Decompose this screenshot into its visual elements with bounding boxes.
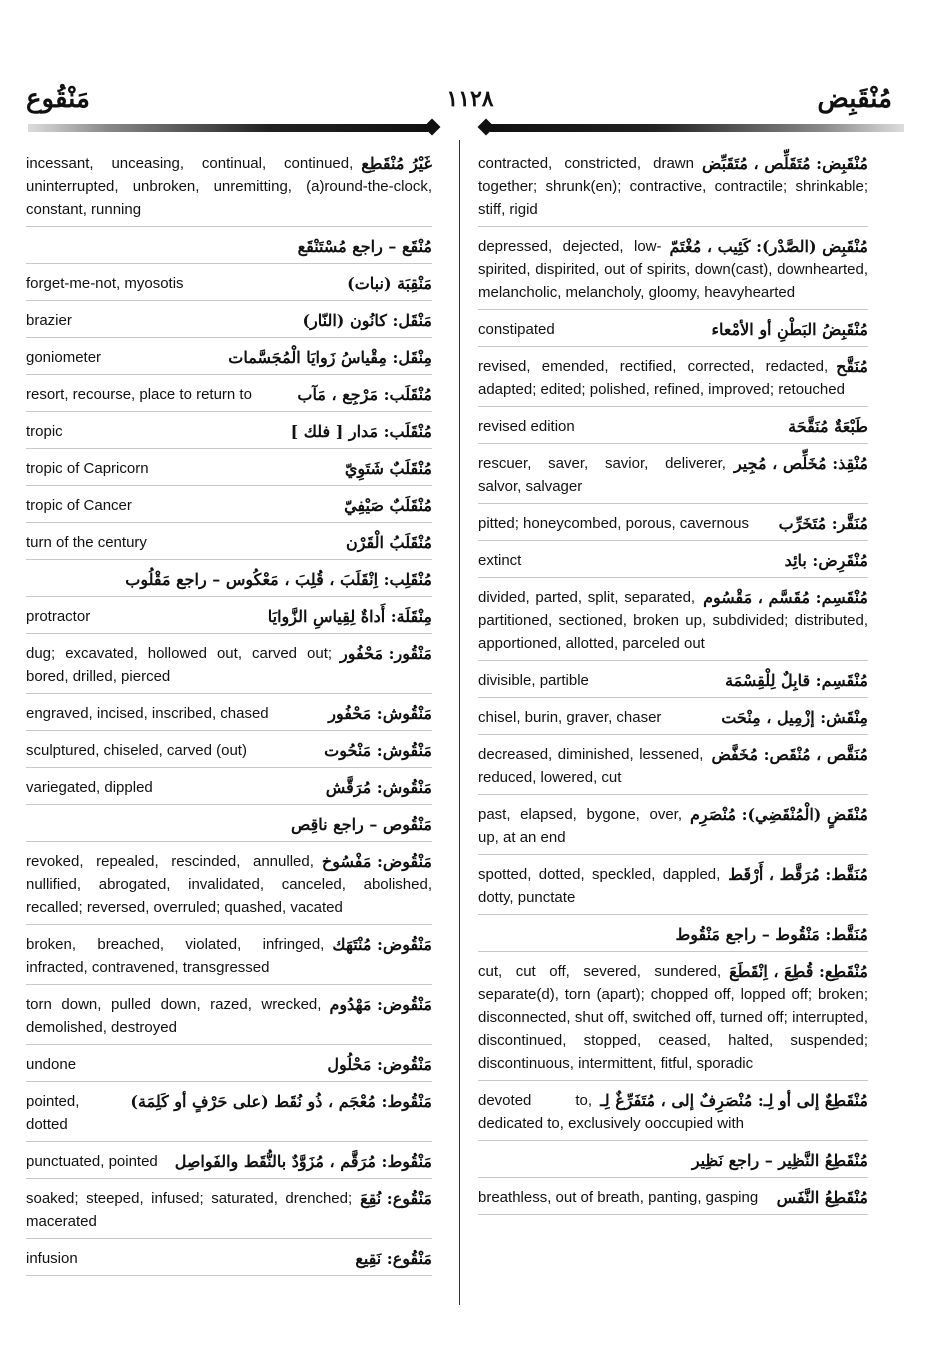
arabic-headword: مُنْقَبِض (الصَّدْر): كَئِيب ، مُغْتَمّ	[669, 237, 868, 256]
dictionary-entry	[478, 741, 868, 795]
dictionary-entry	[26, 603, 432, 634]
dictionary-entry	[26, 1245, 432, 1276]
dictionary-entry	[26, 640, 432, 694]
arabic-headword: مُنْقَبِض: مُتَقَلِّص ، مُتَقَبِّض	[701, 154, 868, 173]
arabic-headword: مَنْقُوع: نَقِيع	[355, 1249, 432, 1268]
english-definition: forget-me-not, myosotis	[26, 275, 184, 292]
dictionary-entry	[478, 704, 868, 735]
arabic-headword: مَنْقُوش: مَنْحُوت	[324, 741, 432, 760]
arabic-headword: مُنْقَع – راجع مُسْتَنْقَع	[297, 237, 432, 256]
english-definition: dug; excavated, hollowed out, carved out; bored, drilled, pierced	[26, 645, 333, 685]
english-definition: engraved, incised, inscribed, chased	[26, 705, 269, 722]
english-definition: depressed, dejected, low-spirited, dispirited, out of spirits, down(cast), downhearted, melancholic, melancholy, gloomy, heavyhearted	[478, 238, 868, 301]
arabic-headword: مَنْقُوط: مُعْجَم ، ذُو نُقَط (على حَرْفٍ أو كَلِمَة)	[130, 1092, 432, 1111]
dictionary-entry	[26, 566, 432, 597]
arabic-headword: مُنْقِذ: مُخَلِّص ، مُجِير	[733, 454, 868, 473]
arabic-headword: مَنْقُوط: مُرَقَّم ، مُزَوَّدٌ بالنُّقَط والفَواصِل	[174, 1152, 432, 1171]
dictionary-entry	[26, 344, 432, 375]
dictionary-entry	[26, 848, 432, 925]
dictionary-entry	[478, 316, 868, 347]
english-definition: torn down, pulled down, razed, wrecked, demolished, destroyed	[26, 996, 322, 1036]
arabic-headword: مُنْقَطِعُ النَّظِير – راجع نَظِير	[691, 1151, 868, 1170]
english-definition: past, elapsed, bygone, over, up, at an end	[478, 806, 682, 846]
column-divider	[459, 140, 460, 1305]
dictionary-entry	[478, 584, 868, 661]
arabic-headword: مَنْقَل: كانُون (النّار)	[302, 311, 432, 330]
dictionary-entry	[478, 547, 868, 578]
english-definition: goniometer	[26, 349, 102, 366]
dictionary-entry	[26, 774, 432, 805]
english-definition: divided, parted, split, separated, partitioned, sectioned, broken up, subdivided; distributed, apportioned, allotted, parceled out	[478, 589, 868, 652]
dictionary-entry	[26, 1051, 432, 1082]
english-definition: incessant, unceasing, continual, continued, uninterrupted, unbroken, unremitting, (a)round-the-clock, constant, running	[26, 155, 432, 218]
arabic-headword: مَنْقُوش: مُرَقَّش	[325, 778, 432, 797]
dictionary-entry	[478, 233, 868, 310]
arabic-headword: مُنَقَّط: مُرَقَّط ، أَرْقَط	[728, 865, 868, 884]
arabic-headword: مَنْقُور: مَحْفُور	[340, 644, 432, 663]
page-number: ١١٢٨	[446, 86, 494, 111]
arabic-headword: مُنَقَّص ، مُنْقَص: مُخَفَّض	[711, 745, 868, 764]
english-definition: variegated, dippled	[26, 779, 153, 796]
arabic-headword: مُنْقَرِض: بائِد	[784, 551, 868, 570]
arabic-headword: مَنْقُوع: نُقِعَ	[360, 1189, 432, 1208]
english-definition: revised, emended, rectified, corrected, redacted, adapted; edited; polished, refined, improved; retouched	[478, 358, 845, 398]
diamond-ornament-icon	[424, 119, 441, 136]
english-definition: broken, breached, violated, infringed, infracted, contravened, transgressed	[26, 936, 325, 976]
english-definition: constipated	[478, 321, 555, 338]
arabic-headword: مَنْقُوض: مَفْسُوخ	[321, 852, 432, 871]
arabic-headword: مُنْقَلَبٌ صَيْفِيّ	[344, 496, 432, 515]
english-definition: tropic of Cancer	[26, 497, 132, 514]
dictionary-entry	[26, 270, 432, 301]
arabic-headword: مُنْقَلَبٌ شَتَوِيّ	[344, 459, 432, 478]
arabic-headword: مَنْقُوض: مُنْتَهَك	[332, 935, 432, 954]
arabic-headword: مُنْقَلَب: مَدار [ فلك ]	[290, 422, 432, 441]
arabic-headword: مُنْقَطِعٌ إلى أو لِـ: مُنْصَرِفٌ إلى ، مُتَفَرِّغٌ لِـ	[600, 1091, 868, 1110]
arabic-headword: مُنْقَسِم: مُقَسَّم ، مَقْسُوم	[703, 588, 868, 607]
dictionary-entry	[26, 991, 432, 1045]
arabic-headword: غَيْرُ مُنْقَطِع	[361, 154, 432, 173]
header-left-word: مَنْقُوع	[26, 84, 90, 113]
english-definition: decreased, diminished, lessened, reduced, lowered, cut	[478, 746, 704, 786]
arabic-headword: مُنْقَطِعُ النَّفَس	[776, 1188, 868, 1207]
english-definition: breathless, out of breath, panting, gasping	[478, 1189, 759, 1206]
arabic-headword: مُنْقَطِع: قُطِعَ ، اِنْقَطَعَ	[729, 962, 868, 981]
dictionary-entry	[26, 529, 432, 560]
dictionary-entry	[26, 307, 432, 338]
dictionary-entry	[478, 510, 868, 541]
arabic-headword: مُنْقَبِضُ البَطْنِ أو الأمْعاء	[711, 320, 868, 339]
arabic-headword: مُنَقَّر: مُتَخَرِّب	[778, 514, 868, 533]
arabic-headword: مَنْقُوص – راجع ناقِص	[291, 815, 432, 834]
english-definition: protractor	[26, 608, 91, 625]
dictionary-entry	[26, 455, 432, 486]
dictionary-entry	[478, 1184, 868, 1215]
english-definition: punctuated, pointed	[26, 1153, 158, 1170]
arabic-headword: مُنْقَلِب: اِنْقَلَبَ ، قُلِبَ ، مَعْكُوس – راجع مَقْلُوب	[125, 570, 432, 589]
dictionary-entry	[478, 667, 868, 698]
arabic-headword: مَنْقُوش: مَحْفُور	[328, 704, 432, 723]
arabic-headword: مَنْقِبَة (نبات)	[347, 274, 432, 293]
arabic-headword: مَنْقُوض: مَهْدُوم	[329, 995, 432, 1014]
english-definition: contracted, constricted, drawn together; shrunk(en); contractive, contractile; shrinkable; stiff, rigid	[478, 155, 868, 218]
english-definition: rescuer, saver, savior, deliverer, salvor, salvager	[478, 455, 726, 495]
dictionary-entry	[26, 1185, 432, 1239]
dictionary-entry	[478, 1087, 868, 1141]
diamond-ornament-icon	[478, 119, 495, 136]
header-right-word: مُنْقَبِض	[817, 84, 892, 113]
dictionary-entry	[26, 233, 432, 264]
right-column	[478, 150, 868, 1221]
dictionary-entry	[478, 353, 868, 407]
arabic-headword: مِنْقَل: مِقْياسُ زَوايَا الْمُجَسَّمات	[228, 348, 432, 367]
dictionary-entry	[478, 958, 868, 1081]
left-column	[26, 150, 432, 1282]
dictionary-entry	[26, 811, 432, 842]
dictionary-entry	[26, 931, 432, 985]
english-definition: soaked; steeped, infused; saturated, drenched; macerated	[26, 1190, 353, 1230]
english-definition: pointed, dotted	[26, 1093, 80, 1133]
dictionary-entry	[478, 801, 868, 855]
dictionary-entry	[26, 492, 432, 523]
english-definition: cut, cut off, severed, sundered, separate(d), torn (apart); chopped off, lopped off; broken; disconnected, shut off, switched off, turned off; interrupted, discontinued, stopped, ceased, halted, suspended; discontinuous, intermittent, fitful, sporadic	[478, 963, 868, 1072]
dictionary-entry	[478, 861, 868, 915]
english-definition: resort, recourse, place to return to	[26, 386, 252, 403]
dictionary-entry	[478, 921, 868, 952]
dictionary-entry	[478, 413, 868, 444]
arabic-headword: مُنْقَضٍ (الْمُنْقَضِي): مُنْصَرِم	[690, 805, 868, 824]
arabic-headword: مُنْقَلَبُ الْقَرْن	[345, 533, 432, 552]
arabic-headword: مُنْقَسِم: قابِلٌ لِلْقِسْمَة	[725, 671, 868, 690]
english-definition: brazier	[26, 312, 72, 329]
dictionary-entry	[478, 1147, 868, 1178]
arabic-headword: مِنْقَلَة: أَداةٌ لِقِياسِ الزَّوايَا	[267, 607, 432, 626]
english-definition: sculptured, chiseled, carved (out)	[26, 742, 247, 759]
dictionary-entry	[26, 1088, 432, 1142]
header-rule-left	[28, 121, 438, 135]
dictionary-entry	[26, 150, 432, 227]
english-definition: revised edition	[478, 418, 575, 435]
dictionary-entry	[478, 150, 868, 227]
english-definition: pitted; honeycombed, porous, cavernous	[478, 515, 750, 532]
arabic-headword: طَبْعَةٌ مُنَقَّحَة	[788, 417, 868, 436]
english-definition: extinct	[478, 552, 522, 569]
dictionary-entry	[26, 700, 432, 731]
arabic-headword: مُنْقَلَب: مَرْجِع ، مَآب	[297, 385, 432, 404]
english-definition: infusion	[26, 1250, 78, 1267]
dictionary-entry	[26, 1148, 432, 1179]
english-definition: tropic of Capricorn	[26, 460, 149, 477]
english-definition: spotted, dotted, speckled, dappled, dotty, punctate	[478, 866, 721, 906]
english-definition: divisible, partible	[478, 672, 589, 689]
english-definition: tropic	[26, 423, 63, 440]
english-definition: undone	[26, 1056, 77, 1073]
arabic-headword: مِنْقَش: إزْمِيل ، مِنْحَت	[721, 708, 868, 727]
dictionary-entry	[26, 381, 432, 412]
dictionary-entry	[26, 737, 432, 768]
header-rule-right	[480, 121, 904, 135]
arabic-headword: مَنْقُوض: مَحْلُول	[327, 1055, 432, 1074]
arabic-headword: مُنَقَّط: مَنْقُوط – راجع مَنْقُوط	[675, 925, 868, 944]
arabic-headword: مُنَقَّح	[836, 357, 868, 376]
dictionary-entry	[478, 450, 868, 504]
dictionary-entry	[26, 418, 432, 449]
english-definition: devoted to, dedicated to, exclusively ooccupied with	[478, 1092, 744, 1132]
english-definition: turn of the century	[26, 534, 147, 551]
english-definition: chisel, burin, graver, chaser	[478, 709, 662, 726]
english-definition: revoked, repealed, rescinded, annulled, nullified, abrogated, invalidated, canceled, abolished, recalled; reversed, overruled; quashed, vacated	[26, 853, 432, 916]
